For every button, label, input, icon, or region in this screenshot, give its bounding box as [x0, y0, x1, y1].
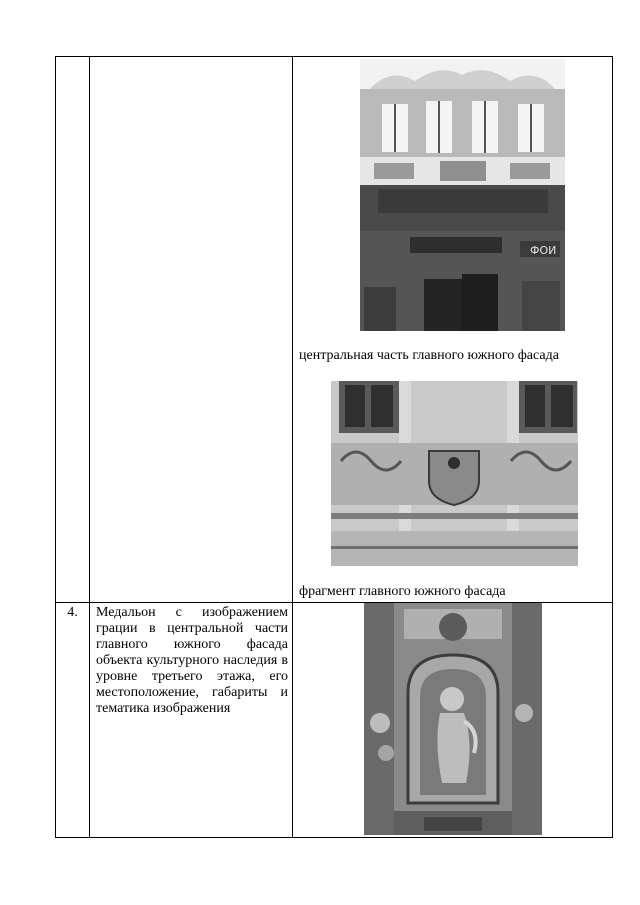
facade-fragment-photo-icon	[331, 381, 578, 566]
facade-photo-icon	[360, 59, 565, 331]
image-caption: центральная часть главного южного фасада	[299, 348, 559, 363]
heritage-table	[55, 56, 613, 838]
row-number: 4.	[56, 603, 90, 838]
row-number	[56, 57, 90, 603]
images-cell	[293, 57, 613, 603]
medallion-photo-icon	[364, 603, 542, 835]
image-caption: фрагмент главного южного фасада	[299, 584, 506, 599]
row-description	[90, 57, 293, 603]
table-row	[56, 603, 613, 838]
images-cell	[293, 603, 613, 838]
svg-text:ФОИ: ФОИ	[530, 244, 557, 257]
row-description: Медальон с изображением грации в центральной части главного южного фасада объекта культурного наследия в уровне третьего этажа, его местоположение, габариты и тематика изображения	[90, 603, 293, 838]
table-row	[56, 57, 613, 603]
